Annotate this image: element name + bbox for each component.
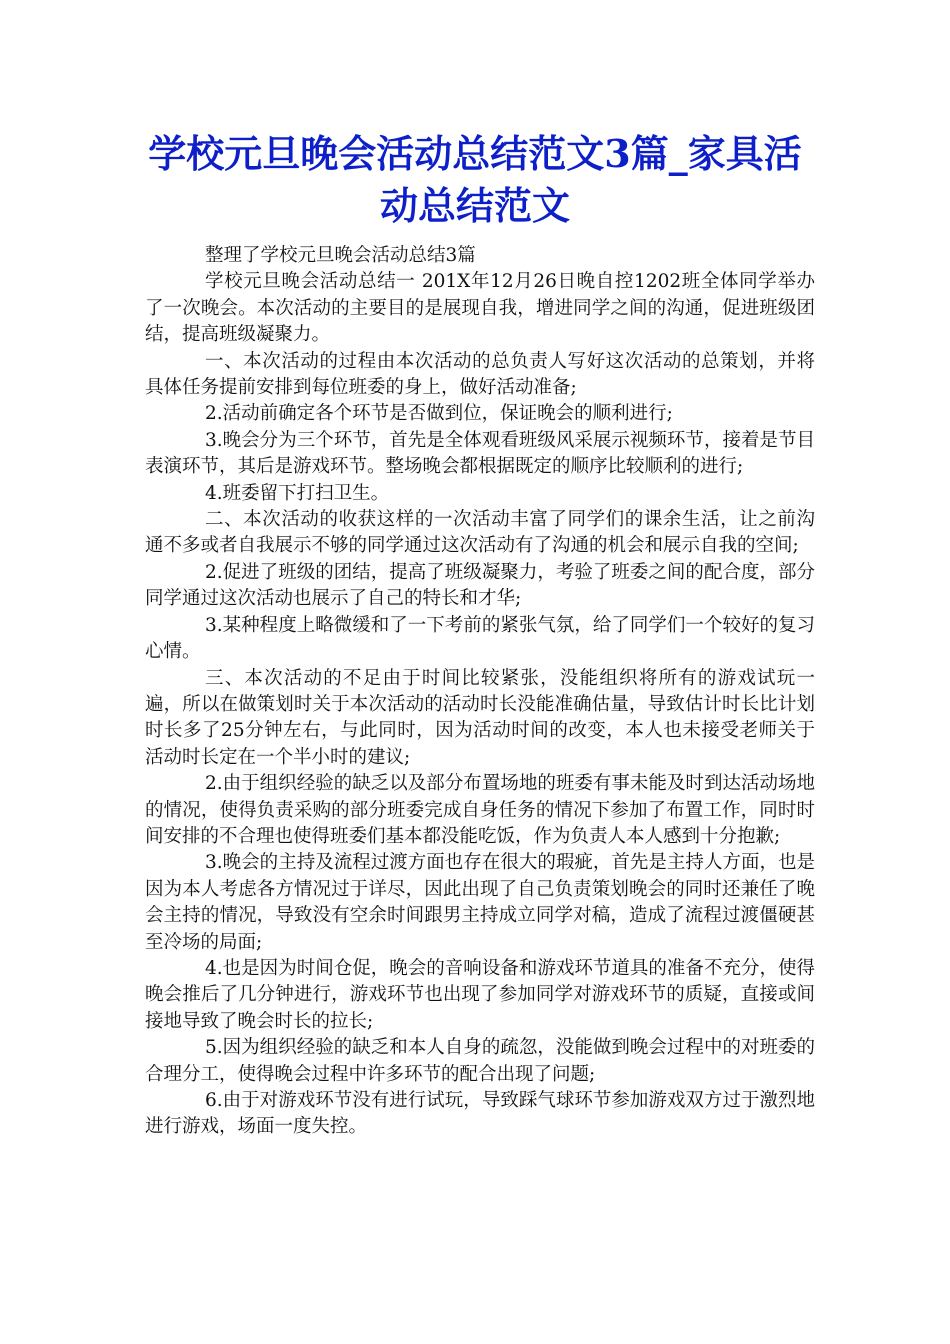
paragraph: 5.因为组织经验的缺乏和本人自身的疏忽，没能做到晚会过程中的对班委的合理分工，使得晚会过程中许多环节的配合出现了问题; xyxy=(145,1037,815,1085)
paragraph: 三、本次活动的不足由于时间比较紧张，没能组织将所有的游戏试玩一遍，所以在做策划时关于本次活动的活动时长没能准确估量，导致估计时长比计划时长多了25分钟左右，与此同时，因为活动时间的改变，本人也未接受老师关于活动时长定在一个半小时的建议; xyxy=(145,667,815,768)
paragraph: 3.晚会的主持及流程过渡方面也存在很大的瑕疵，首先是主持人方面，也是因为本人考虑各方情况过于详尽，因此出现了自己负责策划晚会的同时还兼任了晚会主持的情况，导致没有空余时间跟男主持成立同学对稿，造成了流程过渡僵硬甚至冷场的局面; xyxy=(145,852,815,953)
document-title: 学校元旦晚会活动总结范文3篇_家具活动总结范文 xyxy=(148,131,802,228)
paragraph: 二、本次活动的收获这样的一次活动丰富了同学们的课余生活，让之前沟通不多或者自我展示不够的同学通过这次活动有了沟通的机会和展示自我的空间; xyxy=(145,509,815,557)
paragraph: 3.某种程度上略微缓和了一下考前的紧张气氛，给了同学们一个较好的复习心情。 xyxy=(145,614,815,663)
paragraph: 2.促进了班级的团结，提高了班级凝聚力，考验了班委之间的配合度，部分同学通过这次活动也展示了自己的特长和才华; xyxy=(145,561,815,610)
paragraph: 3.晚会分为三个环节，首先是全体观看班级风采展示视频环节，接着是节目表演环节，其后是游戏环节。整场晚会都根据既定的顺序比较顺利的进行; xyxy=(145,429,815,478)
paragraph: 2.活动前确定各个环节是否做到位，保证晚会的顺利进行; xyxy=(205,403,673,425)
paragraph: 6.由于对游戏环节没有进行试玩，导致踩气球环节参加游戏双方过于激烈地进行游戏，场面一度失控。 xyxy=(145,1090,815,1138)
paragraph: 整理了学校元旦晚会活动总结3篇 xyxy=(205,245,476,266)
paragraph: 4.班委留下打扫卫生。 xyxy=(205,482,390,504)
paragraph: 4.也是因为时间仓促，晚会的音响设备和游戏环节道具的准备不充分，使得晚会推后了几分钟进行，游戏环节也出现了参加同学对游戏环节的质疑，直接或间接地导致了晚会时长的拉长; xyxy=(145,957,815,1032)
document-body xyxy=(145,243,815,1141)
paragraph: 学校元旦晚会活动总结一 201X年12月26日晚自控1202班全体同学举办了一次晚会。本次活动的主要目的是展现自我，增进同学之间的沟通，促进班级团结，提高班级凝聚力。 xyxy=(145,271,815,346)
paragraph: 2.由于组织经验的缺乏以及部分布置场地的班委有事未能及时到达活动场地的情况，使得负责采购的部分班委完成自身任务的情况下参加了布置工作，同时时间安排的不合理也使得班委们基本都没能吃饭，作为负责人本人感到十分抱歉; xyxy=(145,773,815,847)
paragraph: 一、本次活动的过程由本次活动的总负责人写好这次活动的总策划，并将具体任务提前安排到每位班委的身上，做好活动准备; xyxy=(145,350,815,399)
